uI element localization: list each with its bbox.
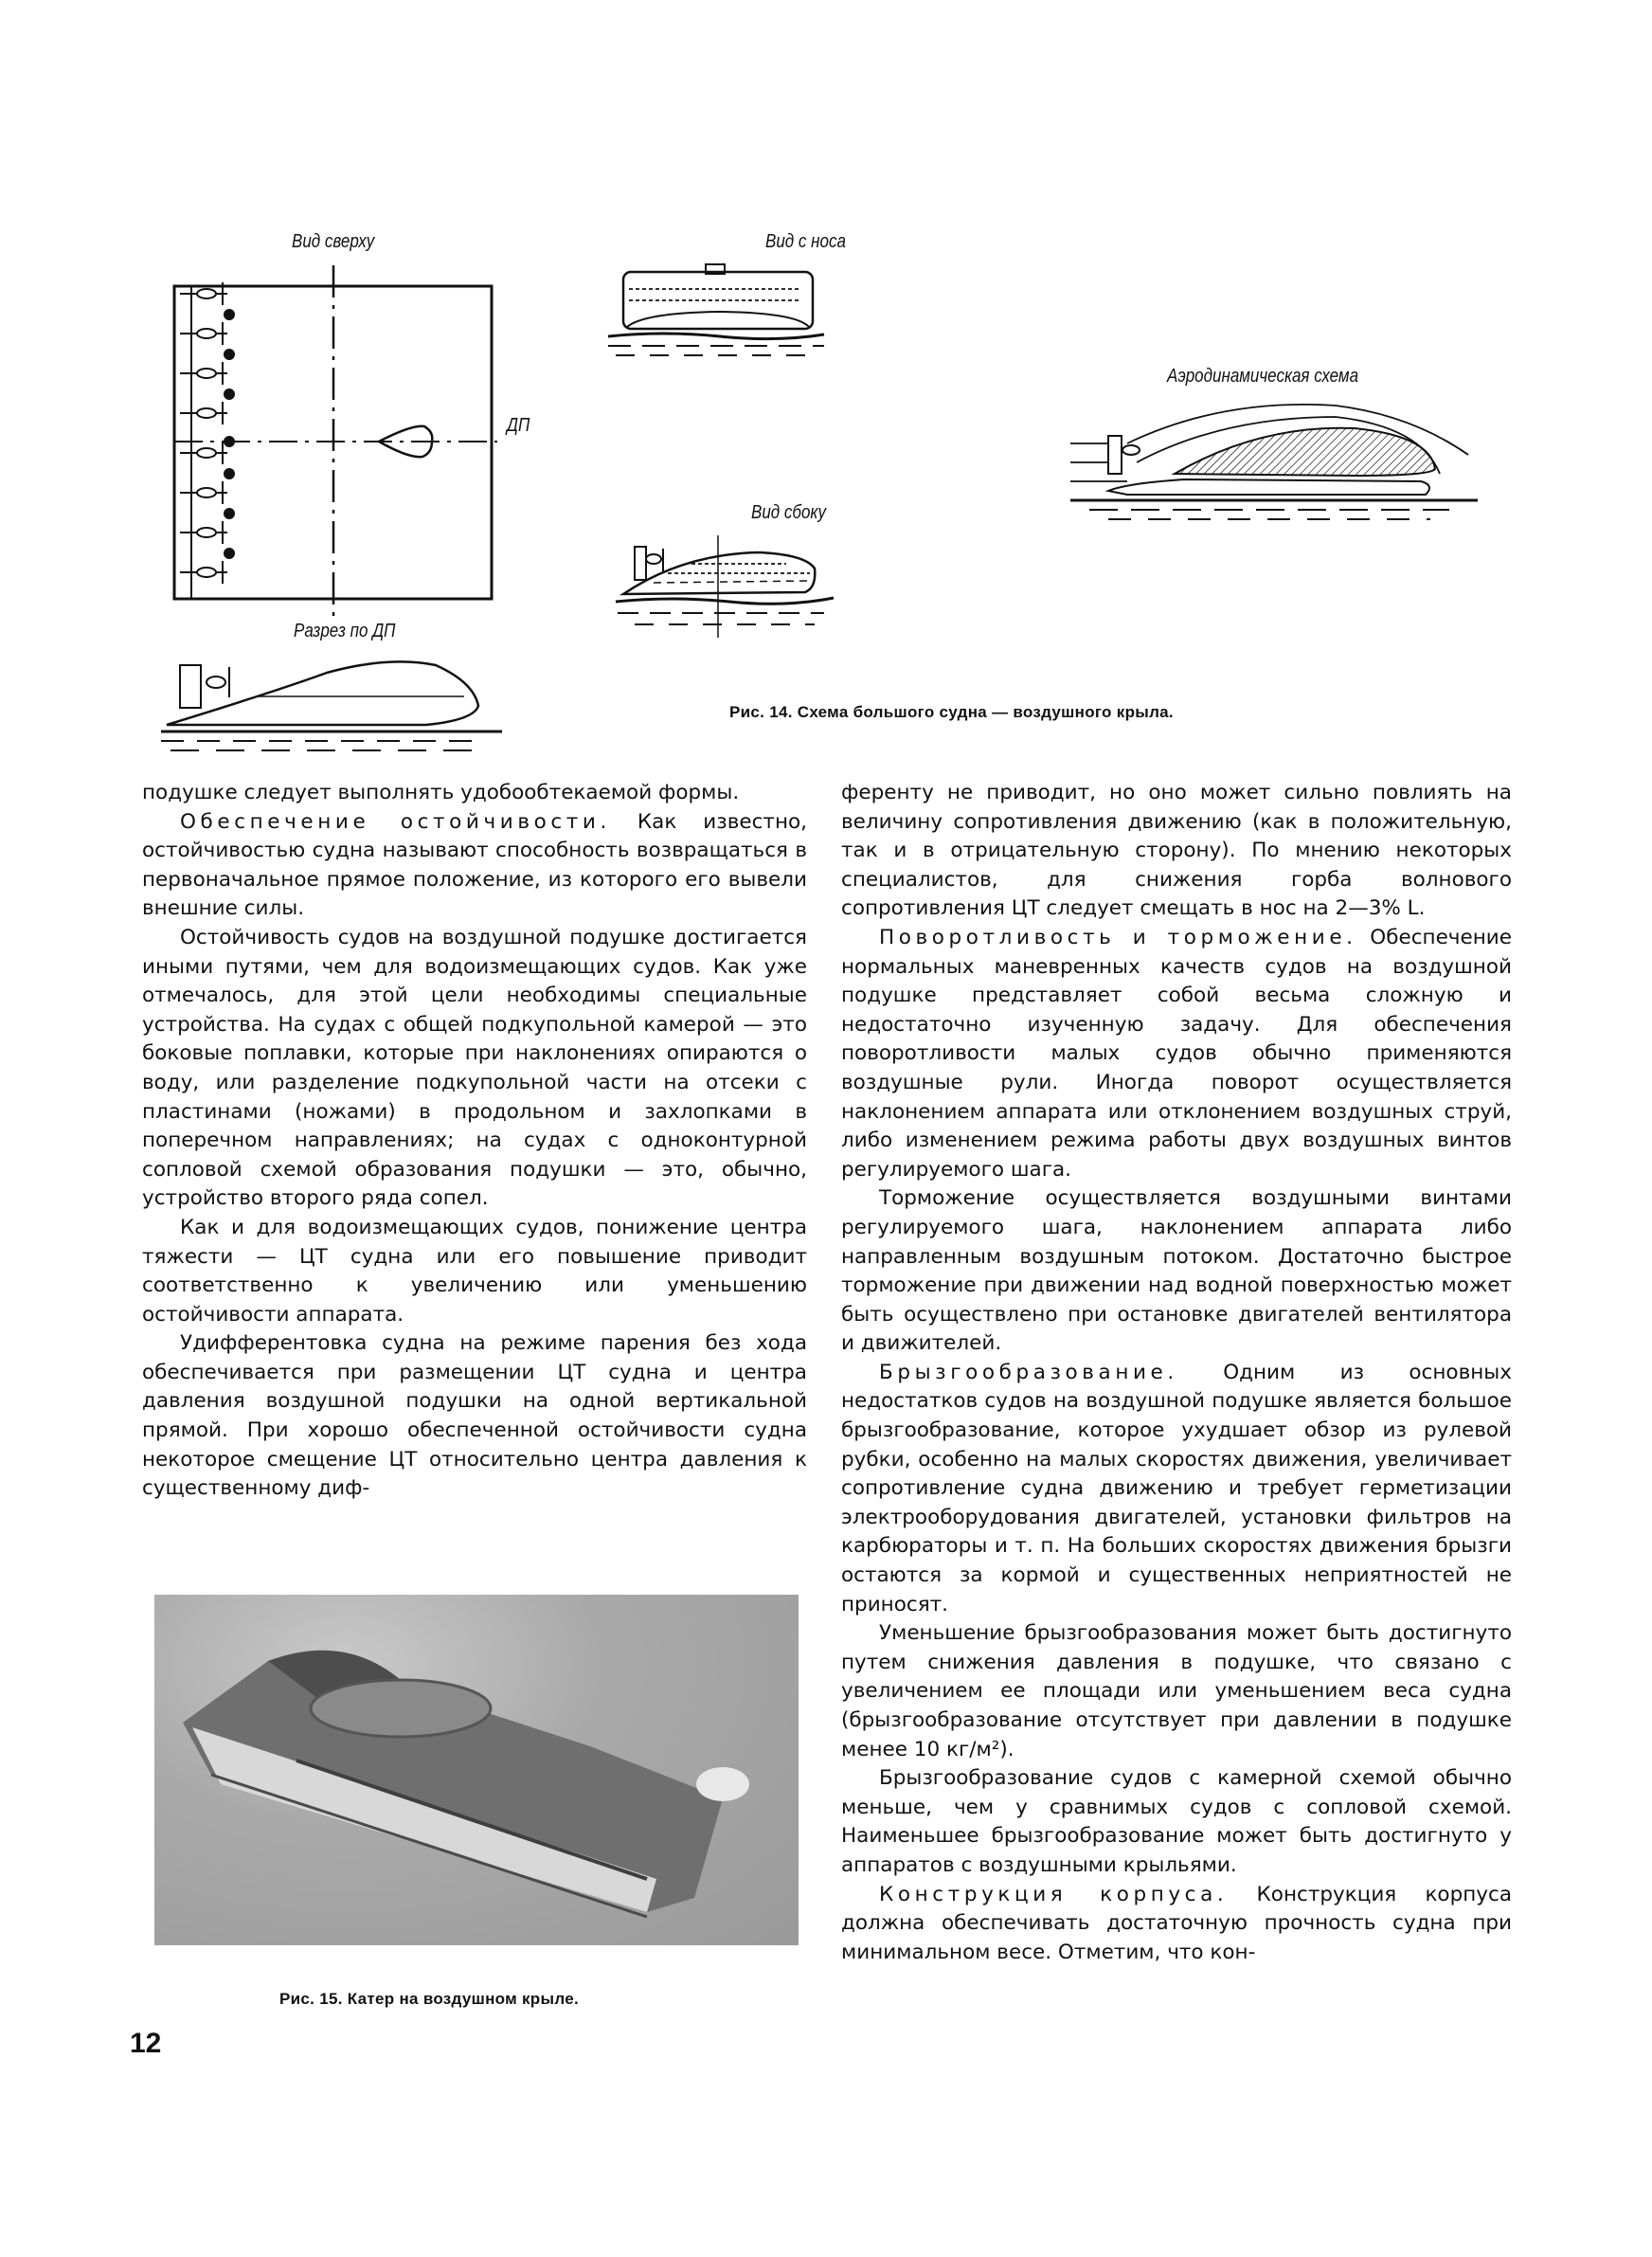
- page-number: 12: [130, 2028, 162, 2059]
- left-column: [142, 779, 807, 1504]
- figure-14-caption: Рис. 14. Схема большого судна — воздушного крыла.: [729, 703, 1174, 721]
- label-dp: ДП: [507, 415, 530, 436]
- aero-scheme-drawing: [1070, 398, 1487, 521]
- paragraph: Торможение осуществляется воздушными винтами регулируемого шага, наклонением аппарата либо направленным воздушным потоком. Достаточно быстрое торможение при движении над водной поверхностью может быть осуществлено при остановке двигателей вентилятора и движителей.: [841, 1186, 1512, 1356]
- label-aero-scheme: Аэродинамическая схема: [1167, 366, 1359, 387]
- section-heading-stability: Обеспечение остойчивости.: [180, 809, 611, 834]
- paragraph: Уменьшение брызгообразования может быть достигнуто путем снижения давления в подушке, что связано с увеличением ее площади или уменьшением веса судна (брызгообразование отсутствует при давлении в подушке менее 10 кг/м²).: [841, 1621, 1512, 1761]
- paragraph-text: Обеспечение нормальных маневренных качеств судов на воздушной подушке представляет собой весьма сложную и недостаточно изученную задачу. Для обеспечения поворотливости малых судов обычно применяются воздушные рули. Иногда поворот осуществляется наклонением аппарата или отклонением воздушных струй, либо изменением режима работы двух воздушных винтов регулируемого шага.: [841, 925, 1512, 1182]
- paragraph: [841, 1359, 1512, 1619]
- paragraph-text: Как известно, остойчивостью судна называют способность возвращаться в первоначальное прямое положение, из которого его вывели внешние силы.: [142, 809, 807, 921]
- paragraph: [142, 808, 807, 924]
- front-view-drawing: [606, 261, 834, 365]
- section-drawing: [161, 654, 521, 758]
- paragraph: Удифферентовка судна на режиме парения без хода обеспечивается при размещении ЦТ судна и центра давления воздушной подушки на одной вертикальной прямой. При хорошо обеспеченной остойчивости судна некоторое смещение ЦТ относительно центра давления к существенному диф-: [142, 1331, 807, 1501]
- hovercraft-photo-illustration: [154, 1595, 799, 1945]
- paragraph: [841, 924, 1512, 1184]
- paragraph: Остойчивость судов на воздушной подушке достигается иными путями, чем для водоизмещающих судов. Как уже отмечалось, для этой цели необходимы специальные устройства. На судах с общей подкупольной камерой — это боковые поплавки, которые при наклонениях опираются о воду, или разделение подкупольной части на отсеки с пластинами (ножами) в продольном и захлопками в поперечном направлениях; на судах с одноконтурной сопловой схемой образования подушки — это, обычно, устройство второго ряда сопел.: [142, 925, 807, 1211]
- paragraph: Как и для водоизмещающих судов, понижение центра тяжести — ЦТ судна или его повышение приводит соответственно к увеличению или уменьшению остойчивости аппарата.: [142, 1215, 807, 1327]
- label-front-view: Вид с носа: [765, 231, 846, 252]
- paragraph: подушке следует выполнять удобообтекаемой формы.: [142, 781, 740, 804]
- paragraph: [841, 1881, 1512, 1968]
- figure-15-photo: [154, 1595, 799, 1945]
- paragraph: ференту не приводит, но оно может сильно повлиять на величину сопротивления движению (как в положительную, так и в отрицательную сторону). По мнению некоторых специалистов, для снижения горба волнового сопротивления ЦТ следует смещать в нос на 2—3% L.: [841, 781, 1512, 921]
- paragraph-text: Конструкция корпуса должна обеспечивать достаточную прочность судна при минимальном весе. Отметим, что кон-: [841, 1882, 1513, 1964]
- section-heading-maneuverability: Поворотливость и торможение.: [879, 925, 1357, 949]
- paragraph-text: Одним из основных недостатков судов на воздушной подушке является большое брызгообразование, которое ухудшает обзор из рулевой рубки, особенно на малых скоростях движения, увеличивает сопротивление судна движению и требует герметизации электрооборудования двигателей, установки фильтров на карбюраторы и т. п. На больших скоростях движения брызги остаются за кормой и существенных неприятностей не приносят.: [841, 1360, 1512, 1616]
- section-heading-hull: Конструкция корпуса.: [879, 1882, 1229, 1906]
- label-section: Разрез по ДП: [294, 621, 396, 641]
- right-column: [841, 779, 1512, 1967]
- figure-15-caption: Рис. 15. Катер на воздушном крыле.: [279, 1990, 579, 2008]
- label-top-view: Вид сверху: [292, 231, 375, 252]
- label-side-view: Вид сбоку: [751, 502, 826, 523]
- top-view-drawing: [171, 265, 512, 635]
- section-heading-spray: Брызгообразование.: [879, 1360, 1178, 1384]
- paragraph: Брызгообразование судов с камерной схемой обычно меньше, чем у сравнимых судов с сопловой схемой. Наименьшее брызгообразование может быть достигнуто у аппаратов с воздушными крыльями.: [841, 1766, 1512, 1877]
- side-view-drawing: [616, 535, 843, 640]
